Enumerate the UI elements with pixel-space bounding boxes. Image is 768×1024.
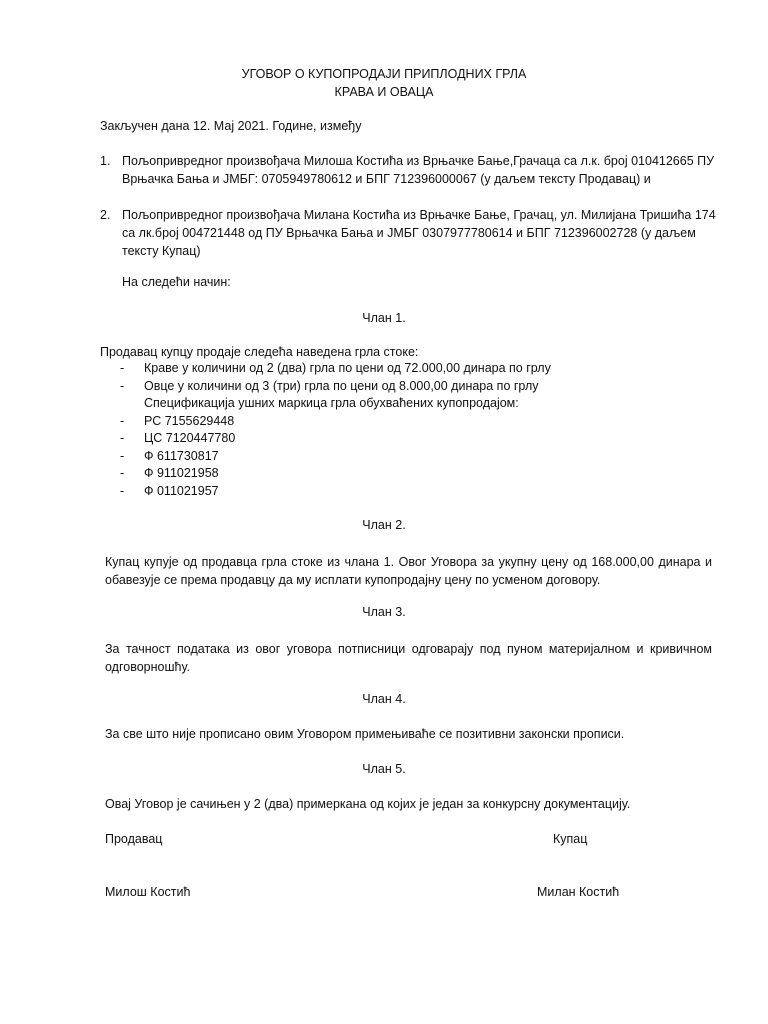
list-item-text: Краве у количини од 2 (два) грла по цени од 72.000,00 динара по грлу [144,361,551,375]
list-dash: - [120,431,125,445]
article-2-text: Купац купује од продавца грла стоке из члана 1. Овог Уговора за укупну цену од 168.000,00 динара и обавезује се према продавцу да му исплати купопродајну цену по усменом договору. [105,555,712,587]
livestock-list [120,360,551,500]
list-item [120,483,551,501]
list-item-text: Ф 911021958 [144,466,219,480]
article-1-heading: Члан 1. [362,311,406,325]
party-item [100,206,720,260]
list-item-text: Ф 011021957 [144,483,219,498]
party-number: 1. [100,154,111,168]
party-text: Пољопривредног произвођача Милоша Костића из Врњачке Бање,Грачаца са л.к. број 010412665 ПУ Врњачка Бања и ЈМБГ: 0705949780612 и БПГ 712396000067 (у даљем тексту Продавац) и [122,154,715,186]
article-3-heading: Члан 3. [362,605,406,619]
list-item-text: ЦС 7120447780 [144,431,236,445]
document-title: УГОВОР О КУПОПРОДАЈИ ПРИПЛОДНИХ ГРЛА [241,67,527,81]
intro-paragraph: Закључен дана 12. Мај 2021. Године, између [100,119,362,133]
list-item [120,395,551,413]
seller-name: Милош Костић [105,885,191,899]
article-4-text: За све што није прописано овим Уговором примењиваће се позитивни законски прописи. [105,727,625,741]
list-item-text: Овце у количини од 3 (три) грла по цени од 8.000,00 динара по грлу [144,378,539,393]
list-item [120,360,551,378]
list-dash: - [120,483,125,498]
seller-label: Продавац [105,832,163,846]
article-5-heading: Члан 5. [362,762,406,776]
list-dash: - [120,466,125,480]
party-text: Пољопривредног произвођача Милана Костића из Врњачке Бање, Грачац, ул. Милијана Тришића 174 са лк.број 004721448 од ПУ Врњачка Бања и ЈМБГ 0307977780614 и БПГ 712396002728 (у даљем тексту Купац) [122,208,716,258]
list-item-text: Ф 611730817 [144,448,219,463]
buyer-name: Милан Костић [537,885,620,899]
manner-line: На следећи начин: [122,275,231,289]
article-5-text: Овај Уговор је сачињен у 2 (два) примеркана од којих је један за конкурсну документацију. [105,797,631,811]
parties-list [100,152,720,260]
list-item [120,378,551,396]
document-subtitle: КРАВА И ОВАЦА [334,85,434,99]
list-item-text: РС 7155629448 [144,413,235,428]
list-dash: - [120,448,125,463]
list-dash: - [120,413,125,428]
article-1-lead: Продавац купцу продаје следећа наведена грла стоке: [100,345,419,359]
article-3-text: За тачност података из овог уговора потписници одговарају под пуном материјалном и кривичном одговорношћу. [105,642,712,674]
list-item-text: Спецификација ушних маркица грла обухваћених купопродајом: [144,396,519,410]
list-item [120,430,551,448]
list-item [120,413,551,431]
party-number: 2. [100,208,111,222]
list-dash: - [120,378,125,393]
article-4-heading: Члан 4. [362,692,406,706]
buyer-label: Купац [553,832,588,846]
article-2-heading: Члан 2. [362,518,406,532]
list-item [120,448,551,466]
party-item [100,152,720,188]
list-dash: - [120,361,125,375]
list-item [120,465,551,483]
